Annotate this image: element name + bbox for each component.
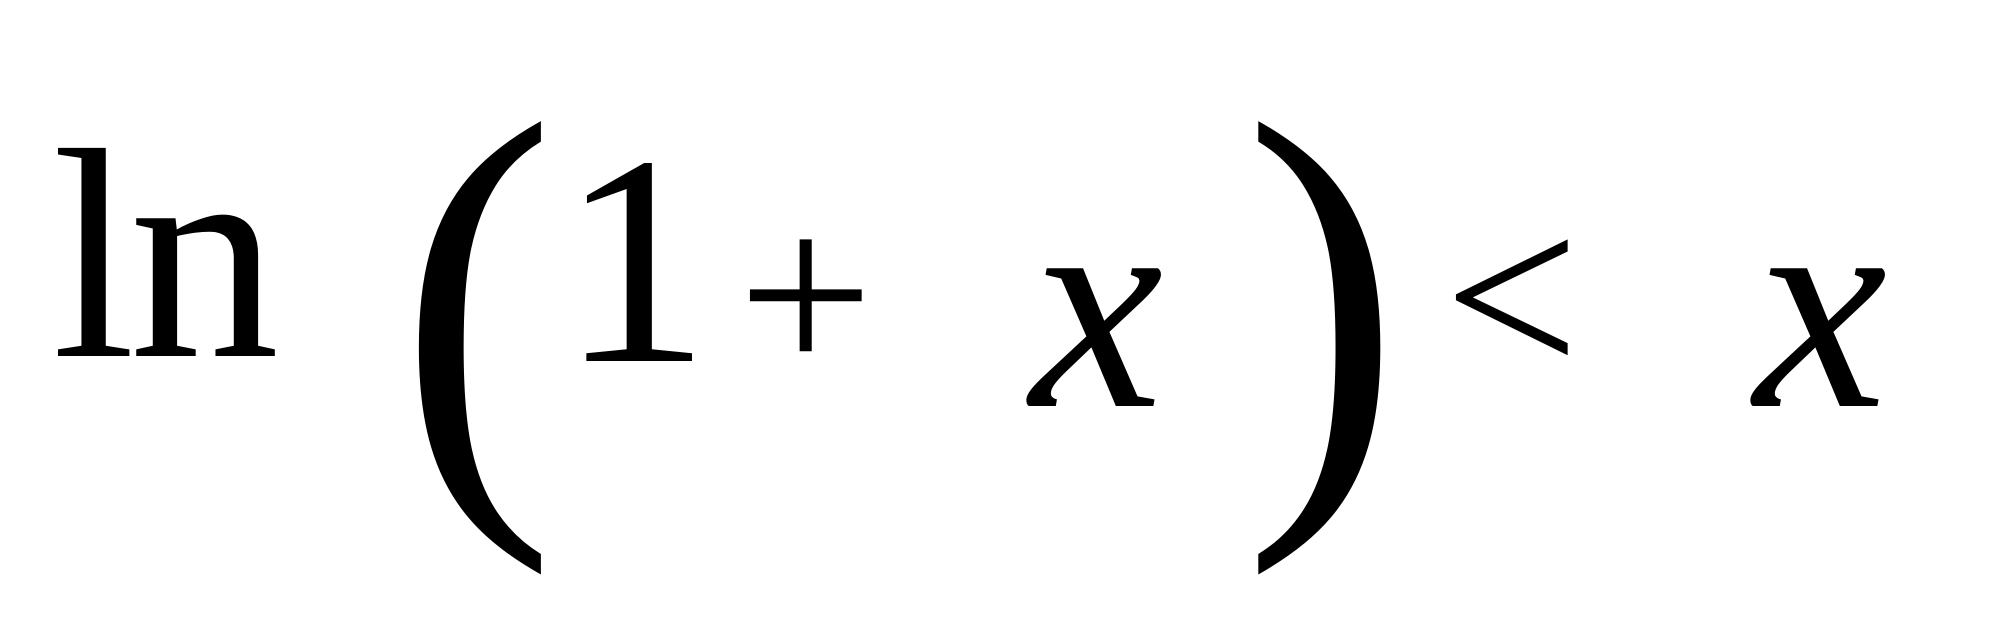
numeral-one: 1 <box>560 94 710 426</box>
right-parenthesis: ) <box>1243 23 1402 577</box>
left-parenthesis: ( <box>398 23 557 577</box>
variable-x-inner: x <box>1030 139 1164 471</box>
natural-log-operator: ln <box>52 89 274 421</box>
plus-sign: + <box>738 161 874 427</box>
less-than-sign: < <box>1444 163 1580 429</box>
variable-x-rhs: x <box>1754 139 1888 471</box>
